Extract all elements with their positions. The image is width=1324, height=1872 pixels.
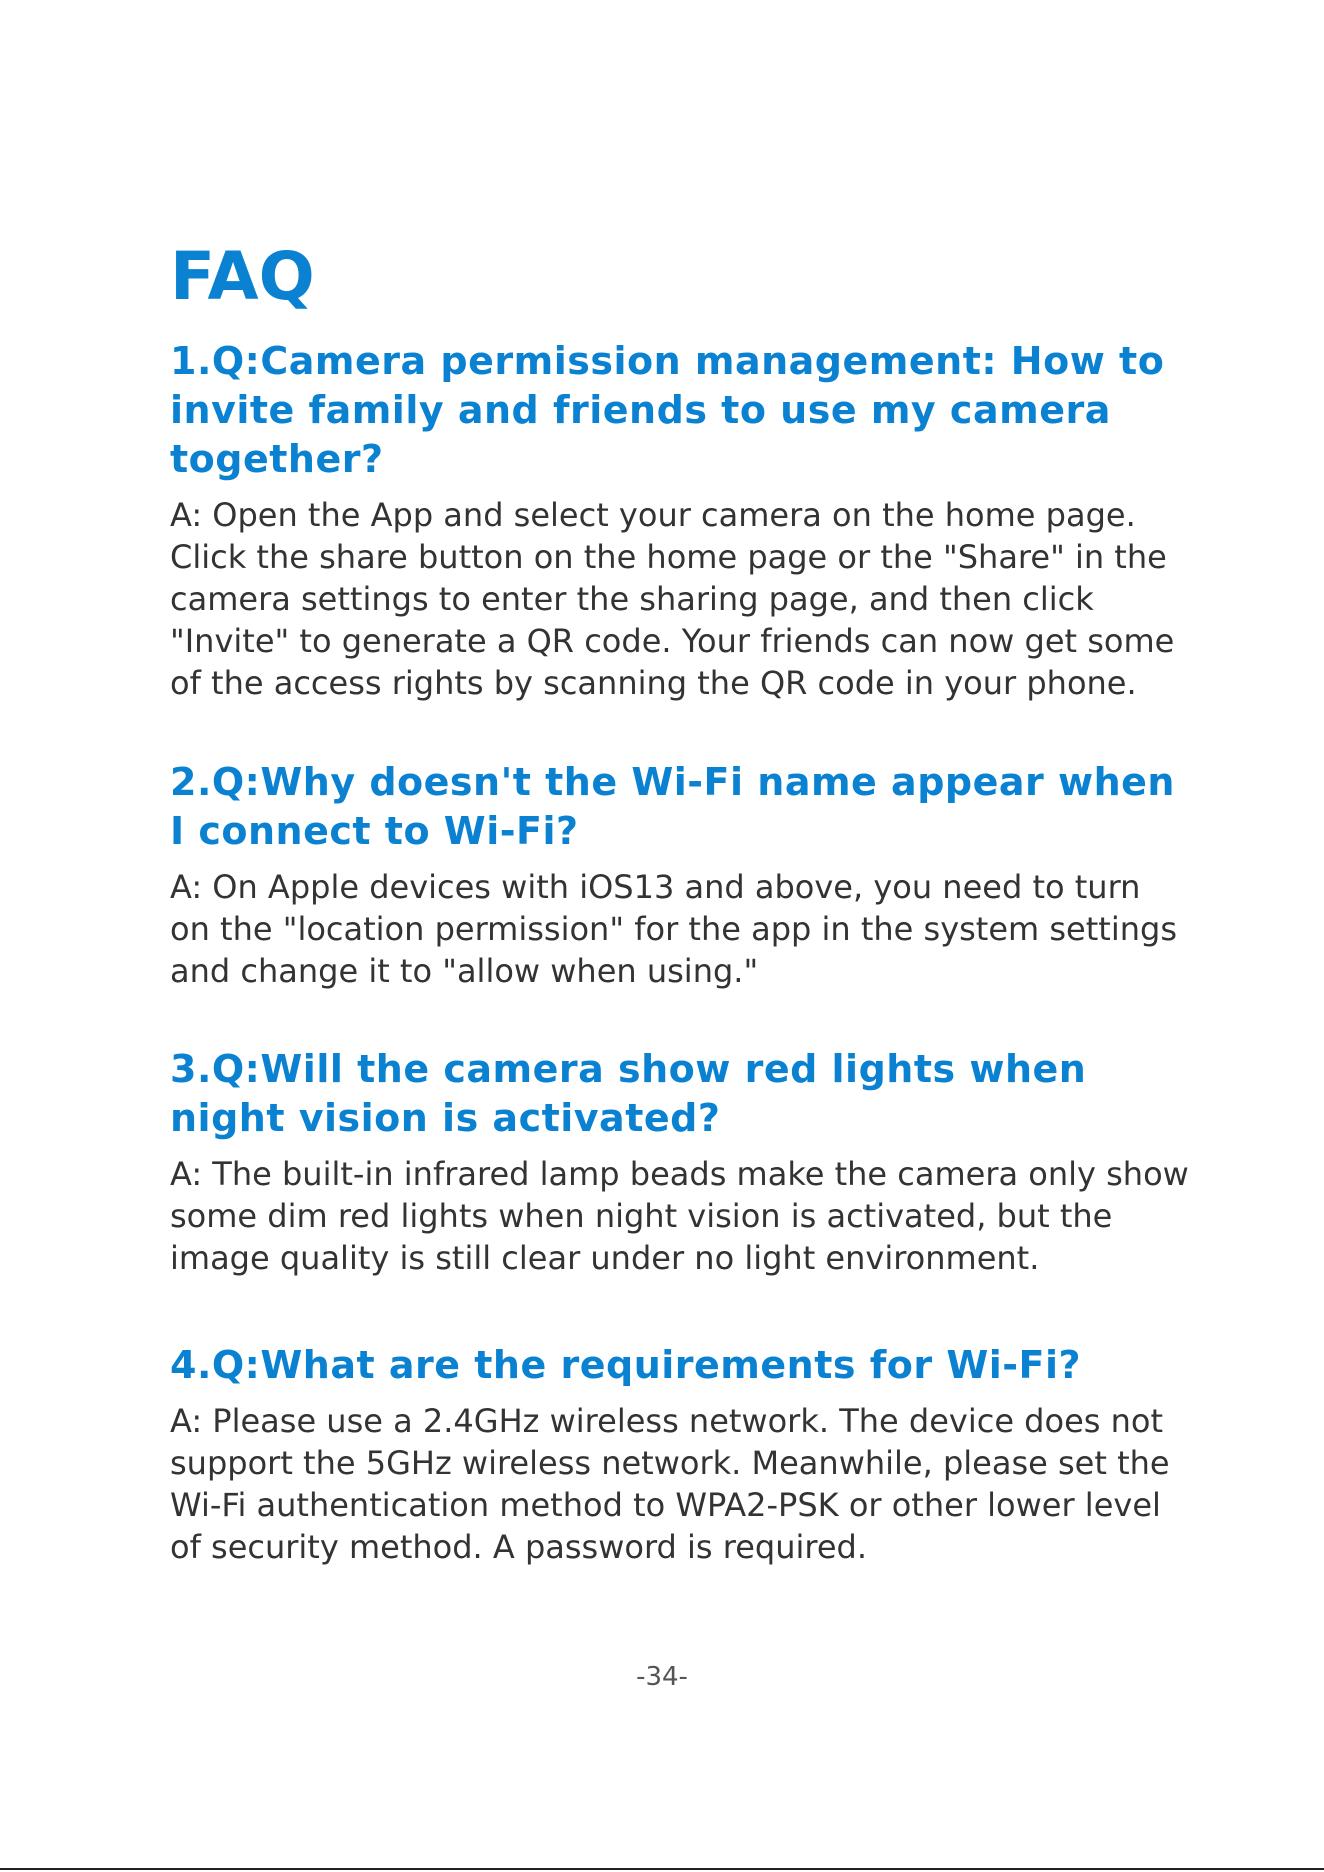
- faq-question-2: 2.Q:Why doesn't the Wi-Fi name appear when I connect to Wi-Fi?: [170, 760, 1175, 853]
- faq-item-2: [170, 758, 1190, 992]
- faq-item-1: [170, 337, 1190, 704]
- faq-answer-2: A: On Apple devices with iOS13 and above, you need to turn on the "location permission" for the app in the system settings and change it to "allow when using.": [170, 868, 1177, 990]
- faq-question-3: 3.Q:Will the camera show red lights when night vision is activated?: [170, 1047, 1087, 1140]
- faq-answer-1: A: Open the App and select your camera on the home page. Click the share button on the home page or the "Share" in the camera settings to enter the sharing page, and then click "Invite" to generate a QR code. Your friends can now get some of the access rights by scanning the QR code in your phone.: [170, 496, 1175, 702]
- faq-answer-3: A: The built-in infrared lamp beads make the camera only show some dim red lights when night vision is activated, but the image quality is still clear under no light environment.: [170, 1155, 1189, 1277]
- faq-question-1: 1.Q:Camera permission management: How to invite family and friends to use my camera together?: [170, 339, 1165, 481]
- faq-item-4: [170, 1341, 1190, 1568]
- faq-answer-4: A: Please use a 2.4GHz wireless network. The device does not support the 5GHz wireless network. Meanwhile, please set the Wi-Fi authentication method to WPA2-PSK or other lower level of security method. A password is required.: [170, 1402, 1170, 1566]
- page-title: FAQ: [170, 238, 315, 315]
- faq-question-4: 4.Q:What are the requirements for Wi-Fi?: [170, 1343, 1082, 1387]
- bottom-divider: [0, 1868, 1324, 1870]
- page-number: -34-: [636, 1662, 688, 1692]
- faq-item-3: [170, 1045, 1190, 1279]
